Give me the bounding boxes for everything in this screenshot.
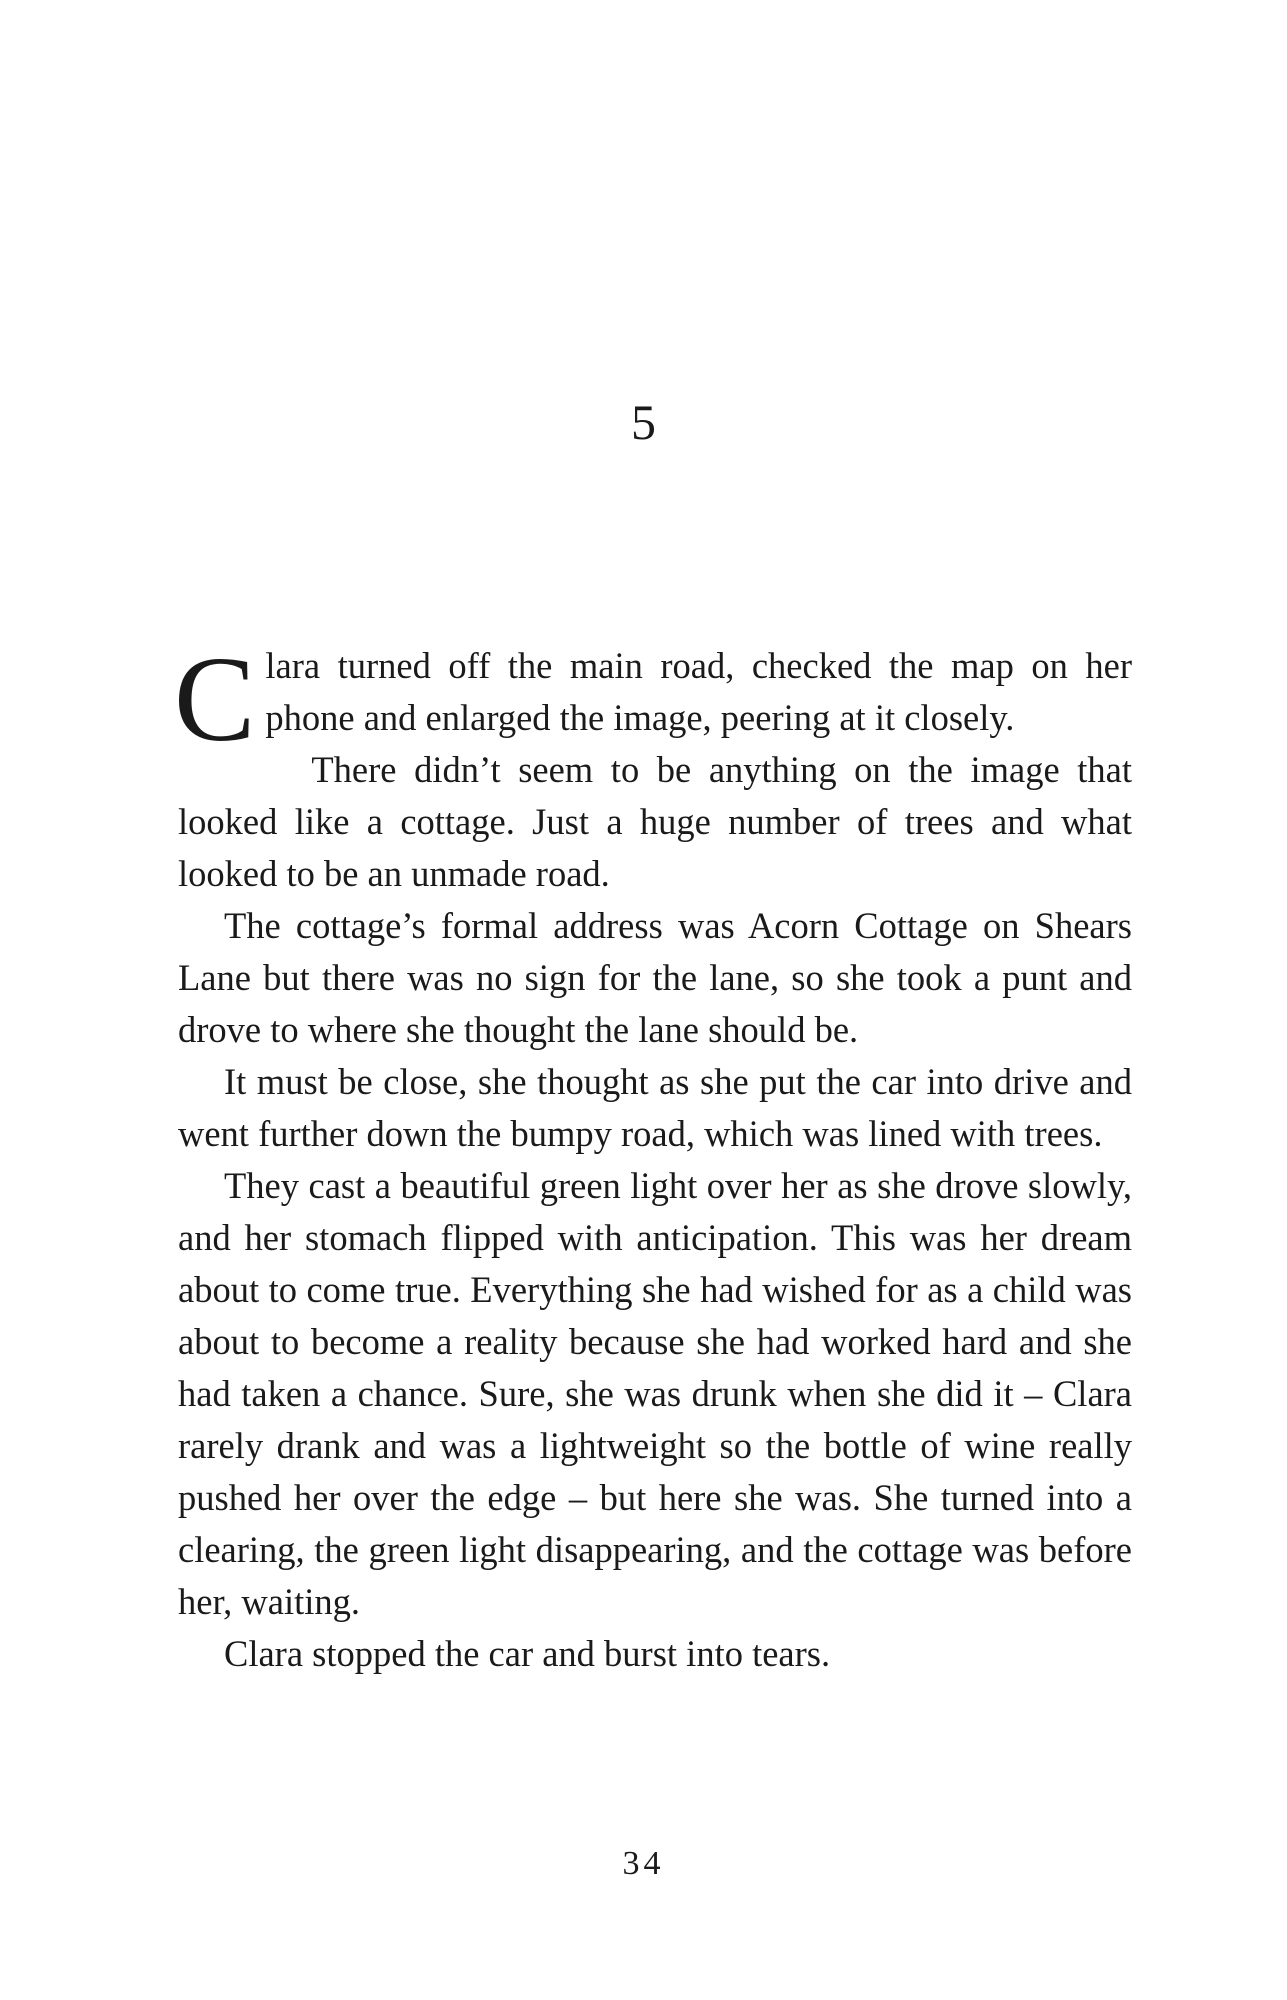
chapter-body [174, 632, 1132, 1680]
paragraph-2: There didn’t seem to be anything on the image that looked like a cottage. Just a huge number of trees and what looked to be an unmade road. [178, 749, 1132, 894]
paragraph-5: They cast a beautiful green light over her as she drove slowly, and her stomach flipped with anticipation. This was her dream about to come true. Everything she had wished for as a child was about to become a reality because she had worked hard and she had taken a chance. Sure, she was drunk when she did it – Clara rarely drank and was a lightweight so the bottle of wine really pushed her over the edge – but here she was. She turned into a clearing, the green light disappearing, and the cottage was before her, waiting. [178, 1165, 1132, 1622]
drop-cap: C [174, 632, 256, 767]
paragraph-3: The cottage’s formal address was Acorn Cottage on Shears Lane but there was no sign for the lane, so she took a punt and drove to where she thought the lane should be. [178, 905, 1132, 1050]
paragraph-1-text: lara turned off the main road, checked the map on her phone and enlarged the image, peering at it closely. [265, 645, 1132, 738]
paragraph-6: Clara stopped the car and burst into tears. [224, 1633, 831, 1674]
paragraph-1 [174, 632, 1132, 767]
chapter-number: 5 [631, 394, 656, 450]
paragraph-4: It must be close, she thought as she put the car into drive and went further down the bumpy road, which was lined with trees. [178, 1061, 1132, 1154]
page-number: 34 [622, 1845, 665, 1882]
